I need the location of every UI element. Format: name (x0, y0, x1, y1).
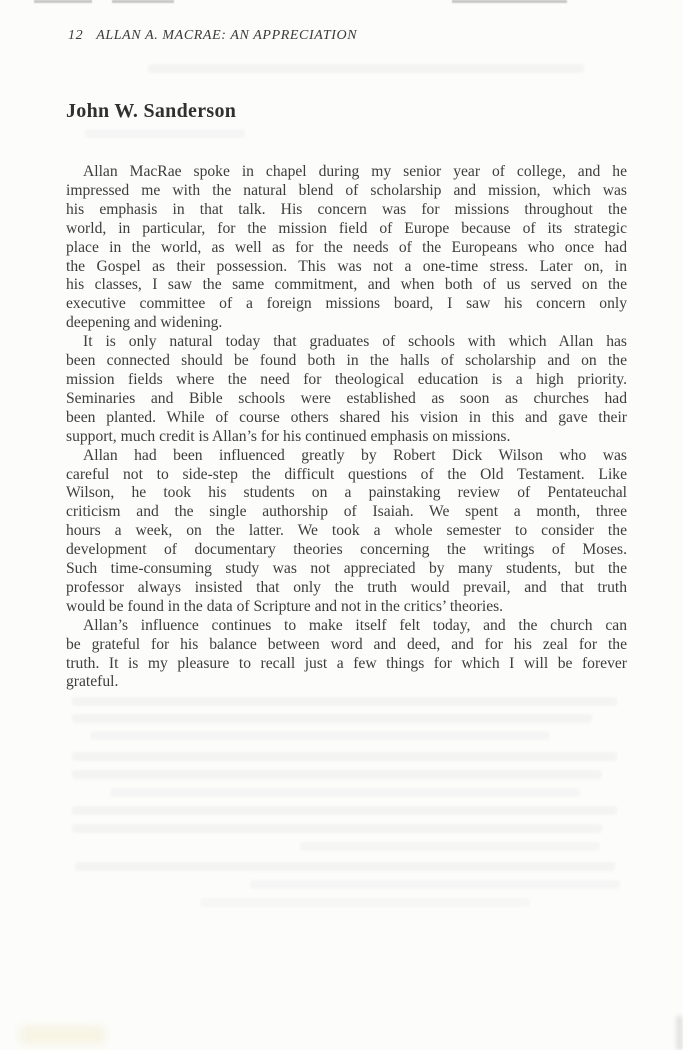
author-heading: John W. Sanderson (66, 100, 237, 122)
text-line: been planted. While of course others shared his vision in this and gave their (66, 408, 627, 426)
scan-artifact (148, 64, 584, 73)
text-line: development of documentary theories concerning the writings of Moses. (66, 541, 627, 559)
scan-edge-mark (452, 0, 567, 3)
text-line: Allan’s influence continues to make itself felt today, and the church can (83, 616, 627, 634)
text-line: executive committee of a foreign missions board, I saw his concern only (66, 295, 627, 313)
text-line: been connected should be found both in the halls of scholarship and on the (66, 352, 627, 370)
text-line: deepening and widening. (66, 314, 223, 332)
text-line: careful not to side-step the difficult questions of the Old Testament. Like (66, 465, 627, 483)
scan-artifact (200, 898, 530, 907)
scan-artifact (72, 697, 617, 706)
scan-artifact (72, 752, 617, 761)
text-line: professor always insisted that only the truth would prevail, and that truth (66, 578, 627, 596)
text-line: place in the world, as well as for the needs of the Europeans who once had (66, 238, 627, 256)
paragraph (66, 163, 627, 333)
scan-edge-mark (112, 0, 174, 3)
body-text (66, 163, 627, 692)
text-line: world, in particular, for the mission field of Europe because of its strategic (66, 219, 627, 237)
text-line: It is only natural today that graduates of schools with which Allan has (83, 333, 627, 351)
scan-artifact (250, 880, 620, 889)
running-header-title: ALLAN A. MACRAE: AN APPRECIATION (96, 28, 358, 43)
text-line: Allan MacRae spoke in chapel during my senior year of college, and he (83, 163, 627, 180)
text-line: the Gospel as their possession. This was not a one-time stress. Later on, in (66, 257, 627, 275)
text-line: criticism and the single authorship of Isaiah. We spent a month, three (66, 503, 627, 521)
text-line: his classes, I saw the same commitment, and when both of us served on the (66, 276, 627, 294)
text-line: his emphasis in that talk. His concern was for missions throughout the (66, 200, 627, 218)
running-header (68, 28, 357, 44)
text-line: hours a week, on the latter. We took a whole semester to consider the (66, 522, 627, 540)
scan-artifact (72, 824, 602, 833)
page-number: 12 (68, 28, 84, 43)
scan-artifact (72, 770, 602, 779)
text-line: would be found in the data of Scripture and not in the critics’ theories. (66, 597, 504, 615)
paragraph (66, 447, 627, 617)
text-line: Seminaries and Bible schools were established as soon as churches had (66, 389, 627, 407)
text-line: Such time-consuming study was not appreciated by many students, but the (66, 560, 627, 578)
scan-artifact (85, 129, 245, 138)
text-line: support, much credit is Allan’s for his continued emphasis on missions. (66, 427, 511, 445)
text-line: truth. It is my pleasure to recall just a few things for which I will be forever (66, 654, 627, 672)
scan-artifact (110, 788, 580, 797)
scan-artifact (90, 731, 550, 740)
text-line: grateful. (66, 673, 119, 691)
scan-artifact (75, 862, 615, 871)
scan-artifact (72, 806, 617, 815)
text-line: Allan had been influenced greatly by Robert Dick Wilson who was (83, 446, 627, 464)
text-line: Wilson, he took his students on a painstaking review of Pentateuchal (66, 484, 627, 502)
scan-smudge (20, 1026, 105, 1044)
scan-artifact (300, 842, 600, 851)
text-line: impressed me with the natural blend of scholarship and mission, which was (66, 181, 627, 199)
scan-smudge (676, 1016, 683, 1050)
text-line: be grateful for his balance between word and deed, and for his zeal for the (66, 635, 627, 653)
paragraph (66, 617, 627, 693)
text-line: mission fields where the need for theological education is a high priority. (66, 370, 627, 388)
paragraph (66, 333, 627, 446)
scan-edge-mark (34, 0, 92, 3)
scan-artifact (72, 714, 592, 723)
